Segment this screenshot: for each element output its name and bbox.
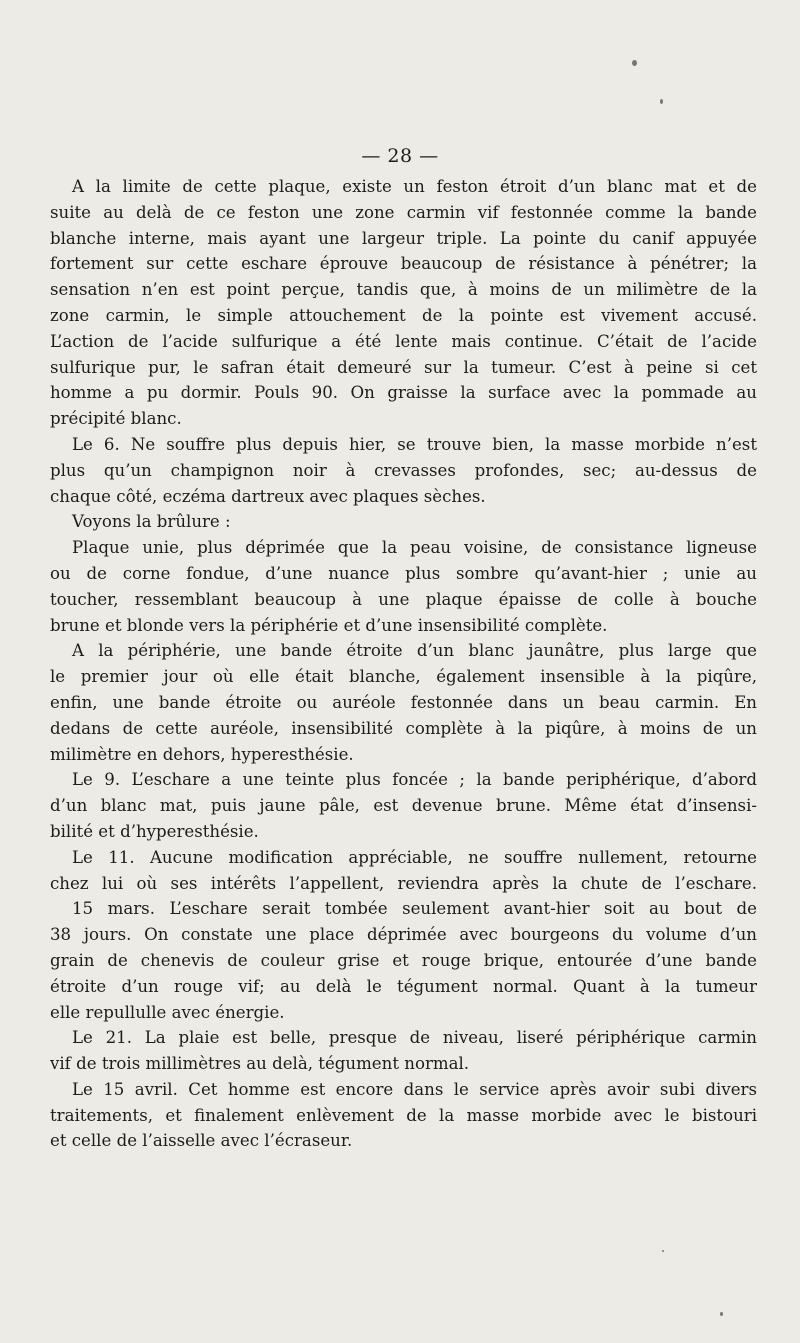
text-line: milimètre en dehors, hyperesthésie. [50,744,354,764]
text-line: chez lui où ses intérêts l’appellent, reviendra après la chute de l’eschare. [50,873,757,893]
text-line: brune et blonde vers la périphérie et d’une insensibilité complète. [50,615,608,635]
text-line: Le 9. L’eschare a une teinte plus foncée ; la bande periphérique, d’abord [72,770,757,790]
text-line: suite au delà de ce feston une zone carmin vif festonnée comme la bande [50,202,757,222]
text-line: zone carmin, le simple attouchement de la pointe est vivement accusé. [50,305,757,325]
body-text [50,174,757,1154]
text-line: fortement sur cette eschare éprouve beaucoup de résistance à pénétrer; la [50,254,757,274]
text-line: plus qu’un champignon noir à crevasses profondes, sec; au-dessus de [50,460,757,480]
text-line: bilité et d’hyperesthésie. [50,821,259,841]
text-line: dedans de cette auréole, insensibilité complète à la piqûre, à moins de un [50,718,757,738]
text-line: et celle de l’aisselle avec l’écraseur. [50,1131,353,1151]
text-line: L’action de l’acide sulfurique a été lente mais continue. C’était de l’acide [50,331,757,351]
text-line: précipité blanc. [50,409,182,429]
text-line: 38 jours. On constate une place déprimée avec bourgeons du volume d’un [50,925,757,945]
text-line: Plaque unie, plus déprimée que la peau voisine, de consistance ligneuse [72,538,757,558]
text-line: blanche interne, mais ayant une largeur triple. La pointe du canif appuyée [50,228,757,248]
text-line: elle repullulle avec énergie. [50,1002,285,1022]
text-line: traitements, et finalement enlèvement de la masse morbide avec le bistouri [50,1105,757,1125]
text-line: sensation n’en est point perçue, tandis que, à moins de un milimètre de la [50,280,757,300]
text-line: A la périphérie, une bande étroite d’un blanc jaunâtre, plus large que [72,641,757,661]
text-line: d’un blanc mat, puis jaune pâle, est devenue brune. Même état d’insensi- [50,796,757,816]
text-line: ou de corne fondue, d’une nuance plus sombre qu’avant-hier ; unie au [50,563,757,583]
text-line: Le 15 avril. Cet homme est encore dans le service après avoir subi divers [72,1079,757,1099]
text-line: homme a pu dormir. Pouls 90. On graisse la surface avec la pommade au [50,383,757,403]
text-line: étroite d’un rouge vif; au delà le tégument normal. Quant à la tumeur [50,976,757,996]
text-line: A la limite de cette plaque, existe un feston étroit d’un blanc mat et de [72,177,757,196]
text-line: le premier jour où elle était blanche, également insensible à la piqûre, [50,667,757,687]
text-line: enfin, une bande étroite ou auréole festonnée dans un beau carmin. En [50,692,757,712]
page-number: — 28 — [361,145,439,167]
text-line: Le 11. Aucune modification appréciable, ne souffre nullement, retourne [72,847,757,867]
text-line: sulfurique pur, le safran était demeuré sur la tumeur. C’est à peine si cet [50,357,757,377]
text-line: vif de trois millimètres au delà, tégument normal. [50,1054,470,1074]
text-line: Voyons la brûlure : [72,512,231,532]
text-line: Le 6. Ne souffre plus depuis hier, se trouve bien, la masse morbide n’est [72,434,757,454]
text-line: Le 21. La plaie est belle, presque de niveau, liseré périphérique carmin [72,1028,757,1048]
text-line: toucher, ressemblant beaucoup à une plaque épaisse de colle à bouche [50,589,757,609]
text-line: 15 mars. L’eschare serait tombée seulement avant-hier soit au bout de [72,899,757,919]
scan-speck [720,1312,723,1316]
scan-speck [662,1250,664,1252]
scan-speck [660,99,663,104]
scan-speck [632,60,637,66]
text-line: chaque côté, eczéma dartreux avec plaques sèches. [50,486,486,506]
text-line: grain de chenevis de couleur grise et rouge brique, entourée d’une bande [50,950,757,970]
